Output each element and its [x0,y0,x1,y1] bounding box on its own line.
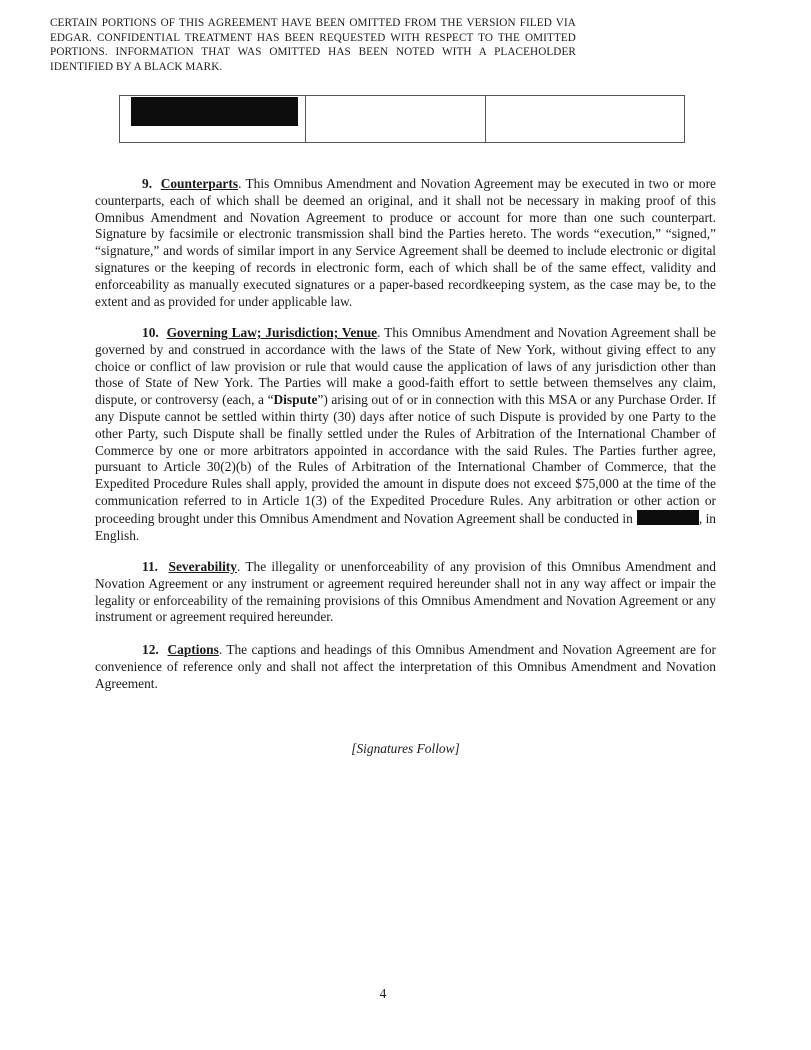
section-body: . The illegality or unenforceability of any provision of this Omnibus Amendment and Novation Agreement or any instrument or agreement required hereunder shall not in any way affect or impair the legality or enforceability of the remaining provisions of this Omnibus Amendment and Novation Agreement or any instrument or agreement required hereunder. [95,559,716,625]
defined-term: Dispute [273,392,318,408]
section-heading: Governing Law; Jurisdiction; Venue [166,325,378,340]
section-counterparts [95,176,716,310]
signatures-follow: [Signatures Follow] [351,741,460,756]
page-number: 4 [379,986,387,1001]
redaction-mark [637,510,699,525]
section-body: . The captions and headings of this Omnibus Amendment and Novation Agreement are for convenience of reference only and shall not affect the interpretation of this Omnibus Amendment and Novation Agreement. [95,642,716,691]
table-cell [486,96,685,143]
section-heading: Captions [167,642,219,657]
section-governing-law [95,325,716,544]
table-cell [306,96,486,143]
section-body: , in English. [95,510,716,543]
section-number: 10. [142,325,159,340]
section-body: . This Omnibus Amendment and Novation Agreement may be executed in two or more counterparts, each of which shall be deemed an original, and it shall not be necessary in making proof of this Omnibus Amendment and Novation Agreement to produce or account for more than one such counterpart. Signature by facsimile or electronic transmission shall bind the Parties hereto. The words “execution,” “signed,” “signature,” and words of similar import in any Service Agreement shall be deemed to include electronic or digital signatures or the keeping of records in electronic form, each of which shall be of the same effect, validity and enforceability as manually executed signatures or a paper-based recordkeeping system, as the case may be, to the extent and as provided for under applicable law. [95,176,716,309]
section-severability [95,559,716,626]
section-number: 12. [142,642,159,657]
section-body: ”) arising out of or in connection with this MSA or any Purchase Order. If any Dispute cannot be settled within thirty (30) days after notice of such Dispute is provided by one Party to the other Party, such Dispute shall be finally settled under the Rules of Arbitration of the International Chamber of Commerce by one or more arbitrators appointed in accordance with the said Rules. The Parties further agree, pursuant to Article 30(2)(b) of the Rules of Arbitration of the International Chamber of Commerce, that the Expedited Procedure Rules shall apply, provided the amount in dispute does not exceed $75,000 at the time of the communication referred to in Article 1(3) of the Expedited Procedure Rules. Any arbitration or other action or proceeding brought under this Omnibus Amendment and Novation Agreement shall be conducted in [95,392,716,526]
redaction-mark [131,97,298,126]
section-body: . This Omnibus Amendment and Novation Agreement shall be governed by and construed in accordance with the laws of the State of New York, without giving effect to any choice or conflict of law provision or rule that would cause the application of laws of any jurisdiction other than those of State of New York. The Parties will make a good-faith effort to settle between themselves any claim, dispute, or controversy (each, a “ [95,325,716,408]
confidentiality-notice: CERTAIN PORTIONS OF THIS AGREEMENT HAVE BEEN OMITTED FROM THE VERSION FILED VIA EDGAR. CONFIDENTIAL TREATMENT HAS BEEN REQUESTED WITH RESPECT TO THE OMITTED PORTIONS. INFORMATION THAT WAS OMITTED HAS BEEN NOTED WITH A PLACEHOLDER IDENTIFIED BY A BLACK MARK. [50,17,576,73]
section-heading: Counterparts [160,176,239,191]
section-heading: Severability [168,559,237,574]
section-number: 9. [142,176,153,191]
section-number: 11. [142,559,158,574]
section-captions [95,642,716,692]
